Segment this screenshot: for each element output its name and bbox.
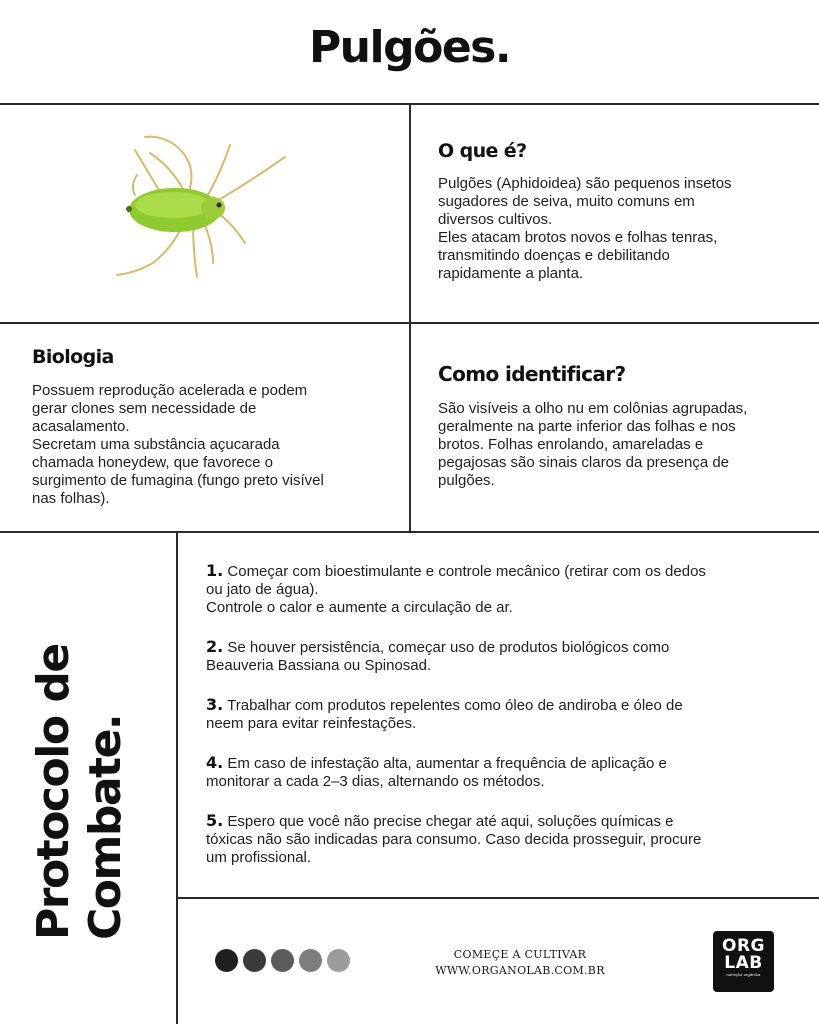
divider — [0, 322, 819, 324]
protocol-step — [206, 638, 806, 675]
divider — [176, 532, 178, 1024]
what-is-text: Pulgões (Aphidoidea) são pequenos insetos sugadores de seiva, muito comuns em diversos cultivos. Eles atacam brotos novos e folhas tenras, transmitindo doenças e debilitando rapidamente a planta. — [438, 175, 732, 282]
protocol-step — [206, 562, 806, 617]
biology-text: Possuem reprodução acelerada e podem gerar clones sem necessidade de acasalamento. Secretam uma substância açucarada chamada honeydew, que favorece o surgimento de fumagina (fungo preto visível nas folhas). — [32, 382, 324, 507]
identify-text: São visíveis a olho nu em colônias agrupadas, geralmente na parte inferior das folhas e nos brotos. Folhas enrolando, amareladas e pegajosas são sinais claros da presença de pulgões. — [438, 400, 748, 489]
logo-tagline: nutrição orgânica — [726, 972, 761, 977]
aphid-illustration — [105, 125, 290, 285]
protocol-step — [206, 812, 806, 867]
orglab-logo — [713, 931, 774, 992]
dot — [271, 949, 294, 972]
footer-cta — [420, 947, 620, 979]
divider — [409, 104, 411, 532]
biology-section — [32, 346, 402, 508]
footer-website-link[interactable]: WWW.ORGANOLAB.COM.BR — [435, 964, 605, 977]
step-number: 1. — [206, 561, 224, 580]
step-text: Espero que você não precise chegar até aqui, soluções químicas e tóxicas não são indicadas para consumo. Caso decida prosseguir, procure um profissional. — [206, 813, 702, 866]
identify-section — [438, 362, 813, 490]
dot — [327, 949, 350, 972]
protocol-title: Protocolo de Combate. — [28, 644, 131, 940]
dot — [215, 949, 238, 972]
biology-heading: Biologia — [32, 346, 114, 368]
logo-line2: LAB — [724, 953, 763, 973]
protocol-step — [206, 754, 806, 791]
step-text: Começar com bioestimulante e controle mecânico (retirar com os dedos ou jato de água). Controle o calor e aumente a circulação de ar. — [206, 563, 706, 616]
identify-heading: Como identificar? — [438, 362, 626, 386]
step-number: 3. — [206, 695, 224, 714]
what-is-heading: O que é? — [438, 140, 527, 162]
what-is-section — [438, 140, 808, 283]
step-text: Trabalhar com produtos repelentes como óleo de andiroba e óleo de neem para evitar reinfestações. — [206, 697, 683, 732]
step-number: 4. — [206, 753, 224, 772]
logo-line1: ORG — [722, 936, 765, 956]
divider — [176, 897, 819, 899]
step-text: Se houver persistência, começar uso de produtos biológicos como Beauveria Bassiana ou Spinosad. — [206, 639, 670, 674]
divider — [0, 531, 819, 533]
step-text: Em caso de infestação alta, aumentar a frequência de aplicação e monitorar a cada 2–3 dias, alternando os métodos. — [206, 755, 667, 790]
step-number: 2. — [206, 637, 224, 656]
decorative-dots — [215, 949, 350, 972]
dot — [299, 949, 322, 972]
page-title: Pulgões. — [308, 22, 511, 73]
protocol-step — [206, 696, 806, 733]
dot — [243, 949, 266, 972]
footer-line1: COMEÇE A CULTIVAR — [453, 948, 587, 961]
protocol-steps — [206, 562, 806, 888]
step-number: 5. — [206, 811, 224, 830]
